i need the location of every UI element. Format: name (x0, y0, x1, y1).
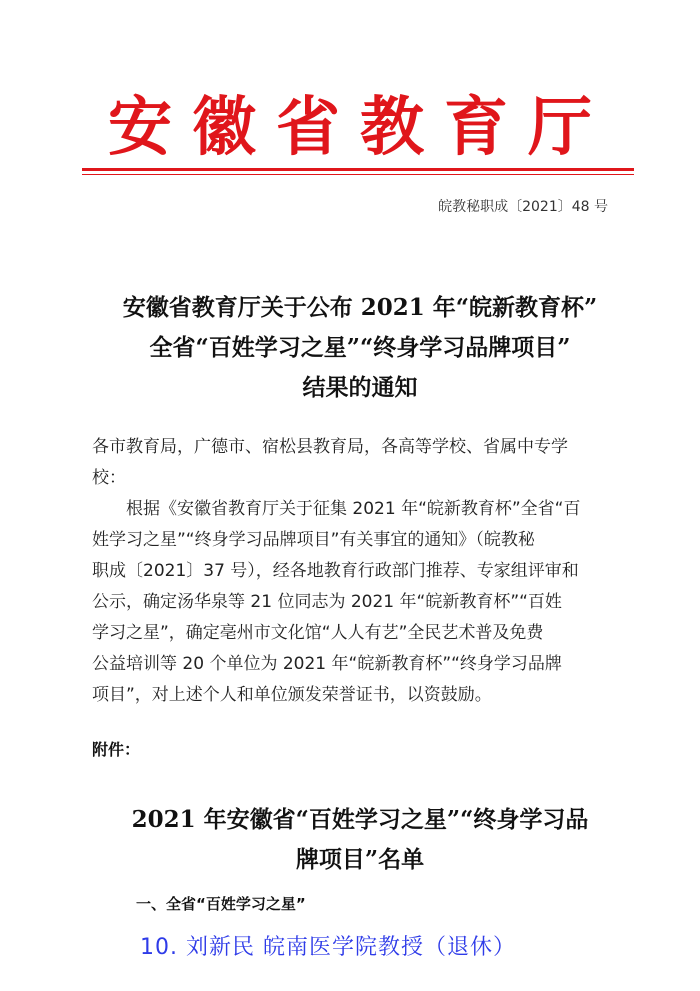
section-heading: 一、全省“百姓学习之星” (136, 895, 306, 913)
attachment-title (60, 800, 660, 880)
paragraph-line: 根据《安徽省教育厅关于征集 2021 年“皖新教育杯”全省“百 (126, 499, 581, 519)
body-paragraph (92, 494, 612, 711)
document-number: 皖教秘职成〔2021〕48 号 (438, 199, 608, 215)
addressee-line: 校： (92, 468, 126, 488)
notice-body (92, 432, 612, 711)
paragraph-line: 公益培训等 20 个单位为 2021 年“皖新教育杯”“终身学习品牌 (92, 654, 562, 674)
attachment-title-line: 2021 年安徽省“百姓学习之星”“终身学习品 (131, 806, 589, 833)
addressee-line: 各市教育局，广德市、宿松县教育局，各高等学校、省属中专学 (92, 437, 568, 457)
paragraph-line: 项目”，对上述个人和单位颁发荣誉证书，以资鼓励。 (92, 685, 492, 705)
paragraph-line: 职成〔2021〕37 号），经各地教育行政部门推荐、专家组评审和 (92, 561, 579, 581)
notice-title-line: 结果的通知 (302, 374, 418, 401)
issuer-masthead: 安徽省教育厅 (108, 90, 612, 165)
paragraph-line: 公示，确定汤华泉等 21 位同志为 2021 年“皖新教育杯”“百姓 (92, 592, 562, 612)
notice-title-line: 安徽省教育厅关于公布 2021 年“皖新教育杯” (122, 294, 598, 321)
honoree-entry: 10. 刘新民 皖南医学院教授（退休） (140, 935, 516, 960)
masthead-rule-thin (82, 174, 634, 175)
attachment-title-line: 牌项目”名单 (295, 846, 425, 873)
paragraph-line: 学习之星”，确定亳州市文化馆“人人有艺”全民艺术普及免费 (92, 623, 544, 643)
notice-title (60, 288, 660, 408)
addressee (92, 432, 612, 494)
paragraph-line: 姓学习之星”“终身学习品牌项目”有关事宜的通知》（皖教秘 (92, 530, 535, 550)
notice-title-line: 全省“百姓学习之星”“终身学习品牌项目” (149, 334, 571, 361)
masthead-rule-thick (82, 168, 634, 171)
attachment-label: 附件： (92, 740, 141, 759)
